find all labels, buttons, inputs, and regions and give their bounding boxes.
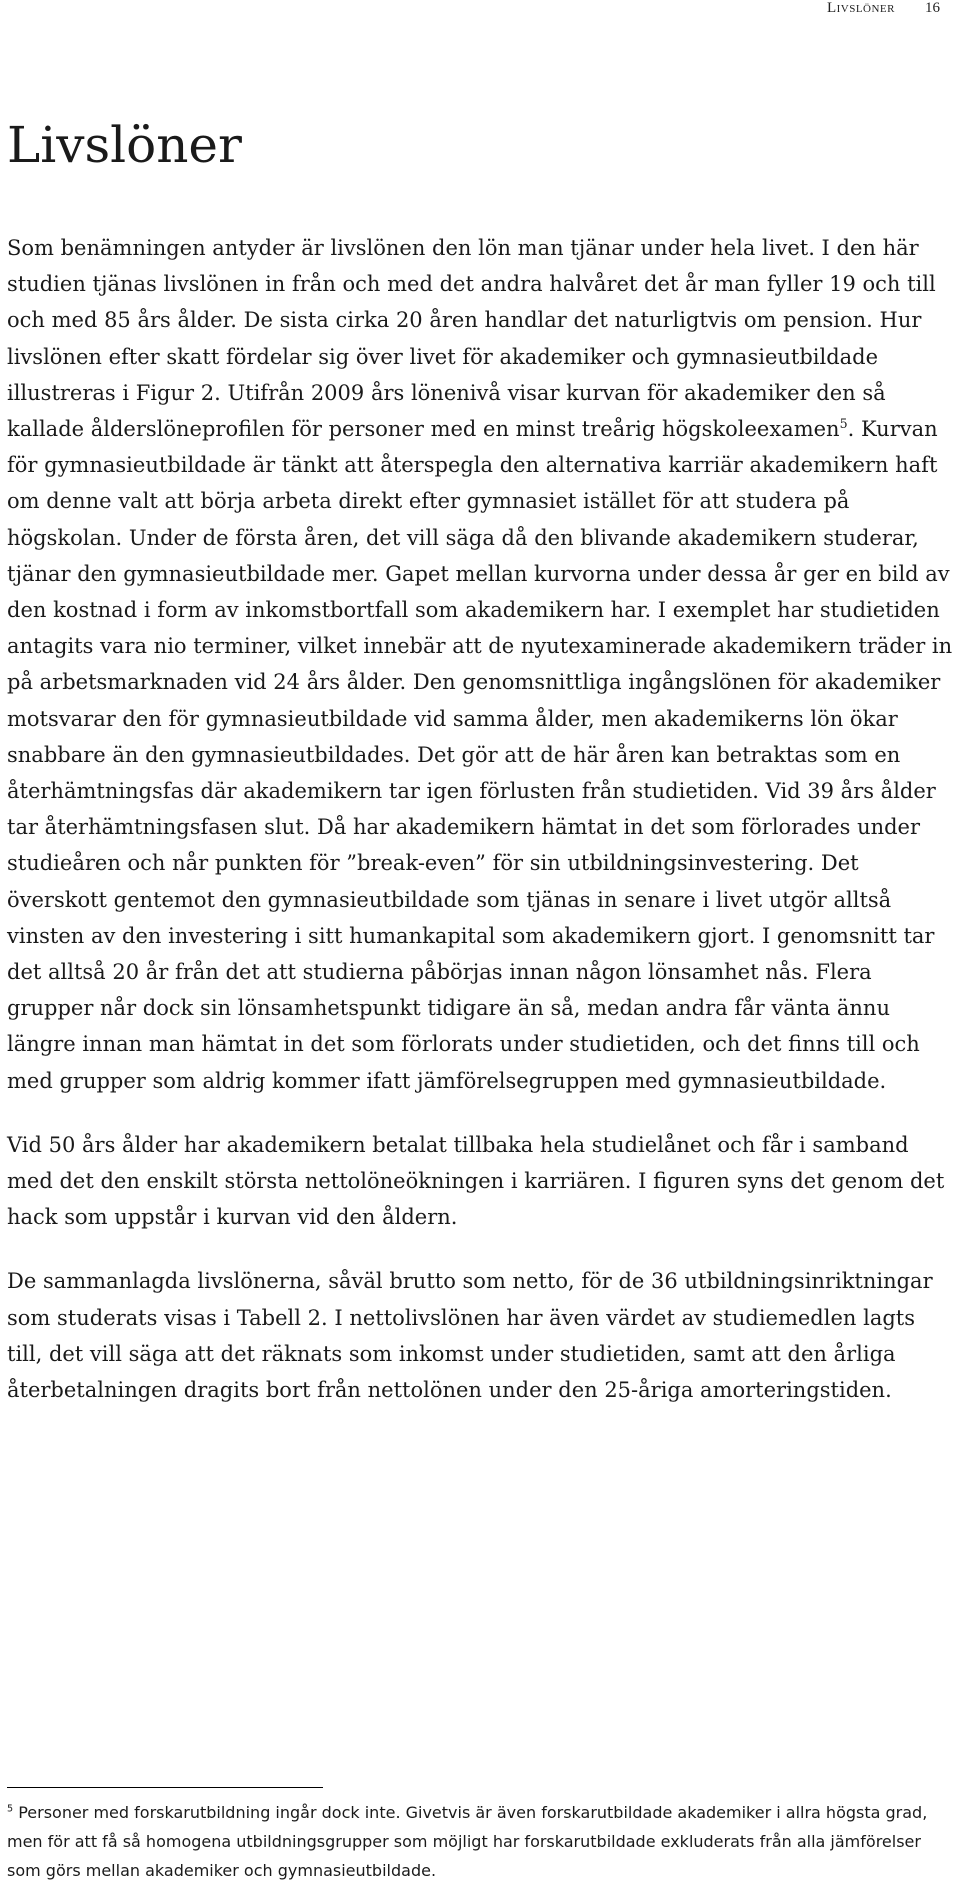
- footnote-5: [7, 1798, 953, 1885]
- body-text: [7, 230, 953, 1436]
- page-number: 16: [925, 0, 940, 16]
- paragraph-2: Vid 50 års ålder har akademikern betalat tillbaka hela studielånet och får i samband med det den enskilt största nettolöneökningen i karriären. I figuren syns det genom det hack som uppstår i kurvan vid den åldern.: [7, 1132, 945, 1230]
- paragraph-3: De sammanlagda livslönerna, såväl brutto som netto, för de 36 utbildningsinriktningar som studerats visas i Tabell 2. I nettolivslönen har även värdet av studiemedlen lagts till, det vill säga att det räknats som inkomst under studietiden, samt att den årliga återbetalningen dragits bort från nettolönen under den 25-åriga amorteringstiden.: [7, 1269, 933, 1403]
- running-header: [827, 0, 940, 20]
- page-title: Livslöner: [7, 116, 242, 174]
- footnote-ref-5[interactable]: 5: [839, 416, 848, 432]
- footnote-text: Personer med forskarutbildning ingår dock inte. Givetvis är även forskarutbildade akademiker i allra högsta grad, men för att få så homogena utbildningsgrupper som möjligt har forskarutbildade exkluderats från alla jämförelser som görs mellan akademiker och gymnasieutbildade.: [7, 1803, 928, 1880]
- running-header-title: Livslöner: [826, 0, 895, 16]
- paragraph-1-text-a: Som benämningen antyder är livslönen den lön man tjänar under hela livet. I den här studien tjänas livslönen in från och med det andra halvåret det år man fyller 19 och till och med 85 års ålder. De sista cirka 20 åren handlar det naturligtvis om pension. Hur livslönen efter skatt fördelar sig över livet för akademiker och gymnasieutbildade illustreras i Figur 2. Utifrån 2009 års lönenivå visar kurvan för akademiker den så kallade ålderslöneprofilen för personer med en minst treårig högskoleexamen: [7, 236, 936, 442]
- footnote-number: 5: [7, 1803, 14, 1815]
- paragraph-1: [7, 230, 953, 1099]
- paragraph-1-text-b: . Kurvan för gymnasieutbildade är tänkt att återspegla den alternativa karriär akademikern haft om denne valt att börja arbeta direkt efter gymnasiet istället för att studera på högskolan. Under de första åren, det vill säga då den blivande akademikern studerar, tjänar den gymnasieutbildade mer. Gapet mellan kurvorna under dessa år ger en bild av den kostnad i form av inkomstbortfall som akademikern har. I exemplet har studietiden antagits vara nio terminer, vilket innebär att de nyutexaminerade akademikern träder in på arbetsmarknaden vid 24 års ålder. Den genomsnittliga ingångslönen för akademiker motsvarar den för gymnasieutbildade vid samma ålder, men akademikerns lön ökar snabbare än den gymnasieutbildades. Det gör att de här åren kan betraktas som en återhämtningsfas där akademikern tar igen förlusten från studietiden. Vid 39 års ålder tar återhämtningsfasen slut. Då har akademikern hämtat in det som förlorades under studieåren och når punkten för ”break-even” för sin utbildningsinvestering. Det överskott gentemot den gymnasieutbildade som tjänas in senare i livet utgör alltså vinsten av den investering i sitt humankapital som akademikern gjort. I genomsnitt tar det alltså 20 år från det att studierna påbörjas innan någon lönsamhet nås. Flera grupper når dock sin lönsamhetspunkt tidigare än så, medan andra får vänta ännu längre innan man hämtat in det som förlorats under studietiden, och det finns till och med grupper som aldrig kommer ifatt jämförelsegruppen med gymnasieutbildade.: [7, 417, 953, 1093]
- footnote-divider: [7, 1787, 323, 1788]
